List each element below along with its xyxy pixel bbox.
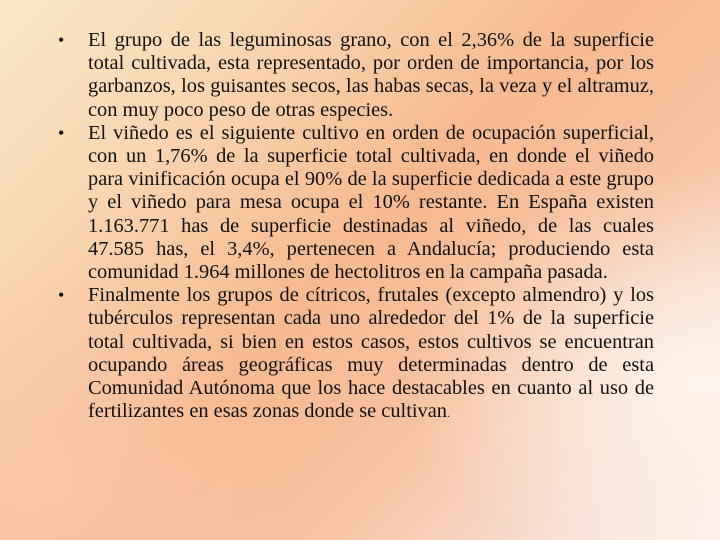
bullet-item-leguminosas xyxy=(58,29,654,122)
bullet-item-citricos xyxy=(58,284,654,425)
bullet-item-vinedo xyxy=(58,122,654,284)
bullet-dot-icon: • xyxy=(58,285,65,306)
bullet-dot-icon: • xyxy=(58,30,65,50)
bullet-list xyxy=(58,29,654,425)
bullet-text: Finalmente los grupos de cítricos, frutales (excepto almendro) y los tubérculos representan cada uno alrededor del 1% de la superficie total cultivada, si bien en estos casos, estos cultivos se encuentran ocupando áreas geográficas muy determinadas dentro de esta Comunidad Autónoma que los hace destacables en cuanto al uso de fertilizantes en esas zonas donde se cultivan xyxy=(88,284,654,423)
bullet-text: El viñedo es el siguiente cultivo en orden de ocupación superficial, con un 1,76% de la superficie total cultivada, en donde el viñedo para vinificación ocupa el 90% de la superficie dedicada a este grupo y el viñedo para mesa ocupa el 10% restante. En España existen 1.163.771 has de superficie destinadas al viñedo, de las cuales 47.585 has, el 3,4%, pertenecen a Andalucía; produciendo esta comunidad 1.964 millones de hectolitros en la campaña pasada. xyxy=(88,121,654,284)
bullet-text-ending: . xyxy=(446,406,450,421)
bullet-dot-icon: • xyxy=(58,122,65,143)
bullet-text: El grupo de las leguminosas grano, con el 2,36% de la superficie total cultivada, esta representado, por orden de importancia, por los garbanzos, los guisantes secos, las habas secas, la veza y el altramuz, con muy poco peso de otras especies. xyxy=(88,29,654,121)
